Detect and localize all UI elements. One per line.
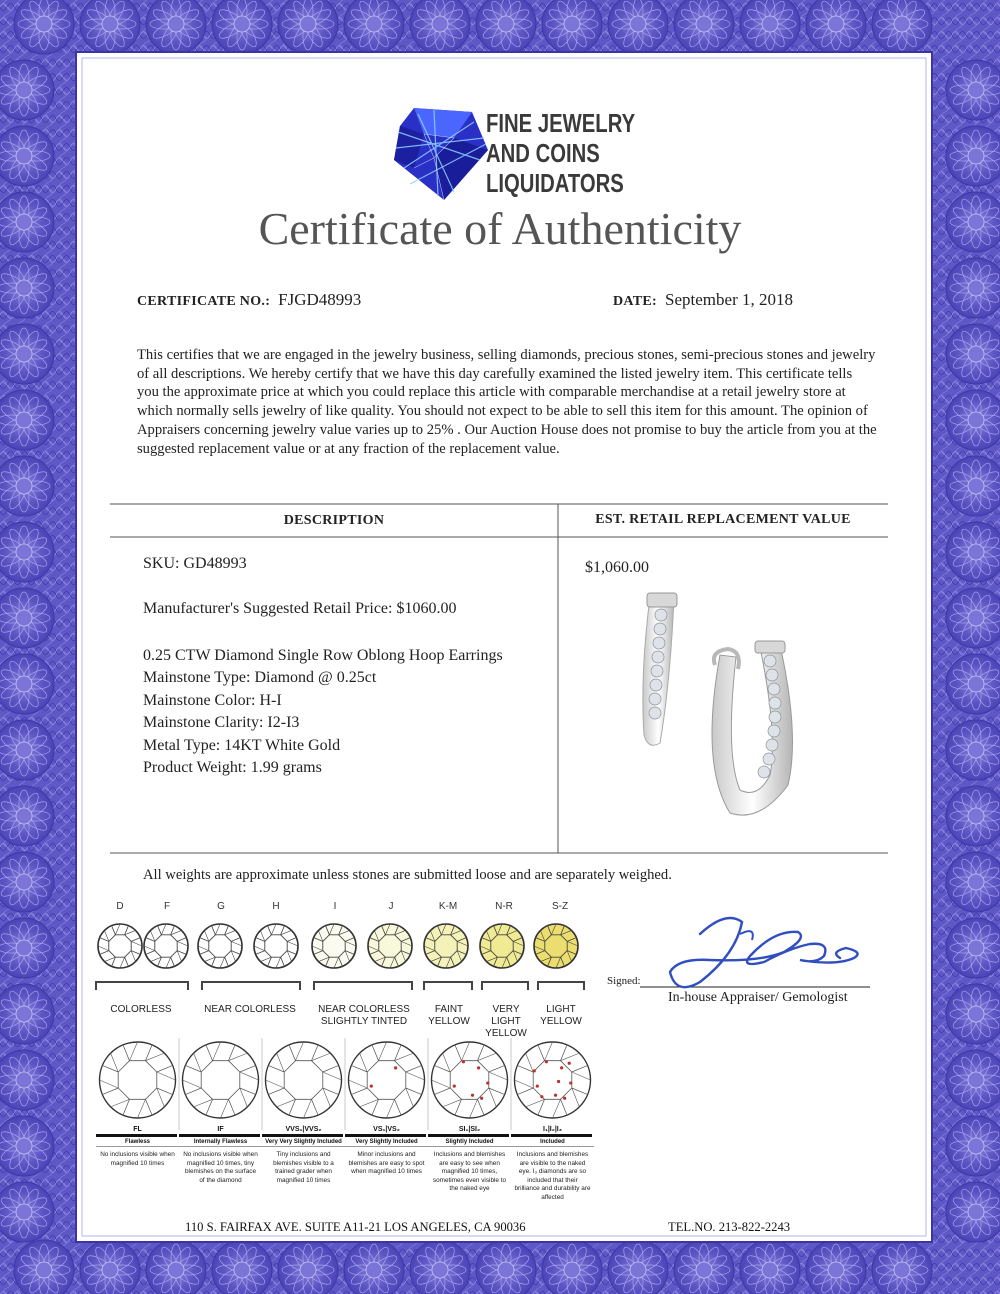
logo-line: FINE JEWELRY <box>486 108 636 138</box>
clarity-stones <box>96 1034 592 1134</box>
inclusion-mark <box>554 1094 557 1097</box>
color-stone <box>198 924 242 968</box>
detail-line: Mainstone Clarity: I2-I3 <box>143 714 300 732</box>
certificate-number: FJGD48993 <box>278 290 362 309</box>
clarity-grade: IF <box>217 1126 224 1133</box>
certificate-title: Certificate of Authenticity <box>258 203 742 254</box>
color-grade-label: G <box>217 901 225 912</box>
clarity-stone <box>183 1042 259 1118</box>
caption-line: VERY LIGHT <box>491 1004 521 1027</box>
color-caption <box>423 1004 475 1028</box>
clarity-name: Flawless <box>96 1139 179 1147</box>
clarity-description: No inclusions visible when magnified 10 times <box>100 1151 175 1167</box>
certification-statement: This certifies that we are engaged in the jewelry business, selling diamonds, precious stones, semi-precious stones and jewelry of all descriptions. We hereby certify that we have this day carefully examined the listed jewelry item. This certificate tells you the approximate price at which you could replace this article with comparable merchandise at a retail jewelry store at which normally sells jewelry of like quality. You should not expect to be able to sell this item for this amount. The opinion of Appraisers concerning jewelry value varies up to 25% . Our Auction House does not promise to buy the article from you at the suggested replacement value or at any fraction of the replacement value. <box>137 347 877 457</box>
weights-note: All weights are approximate unless stones are submitted loose and are separately weighed. <box>143 867 672 883</box>
color-caption <box>200 1004 300 1016</box>
clarity-name: Included <box>511 1139 594 1147</box>
color-stone <box>254 924 298 968</box>
clarity-description: Tiny inclusions and blemishes visible to a trained grader when magnified 10 times <box>273 1151 334 1184</box>
appraiser-title: In-house Appraiser/ Gemologist <box>668 990 848 1005</box>
inclusion-mark <box>480 1097 483 1100</box>
inclusion-mark <box>453 1084 456 1087</box>
value-header: EST. RETAIL REPLACEMENT VALUE <box>595 512 851 527</box>
color-stone <box>144 924 188 968</box>
inclusion-mark <box>477 1066 480 1069</box>
clarity-grade: FL <box>133 1126 142 1133</box>
inclusion-mark <box>540 1095 543 1098</box>
caption-line: YELLOW <box>540 1016 582 1027</box>
color-stone <box>424 924 468 968</box>
clarity-bar <box>428 1134 509 1137</box>
logo-line: LIQUIDATORS <box>486 168 624 198</box>
clarity-stone <box>515 1042 591 1118</box>
color-grade-label: H <box>272 901 280 912</box>
clarity-description: Inclusions and blemishes are visible to the naked eye. I₃ diamonds are so included that their brilliance and durability are affected <box>514 1151 591 1201</box>
color-stone <box>480 924 524 968</box>
caption-line: SLIGHTLY TINTED <box>320 1016 408 1027</box>
clarity-name: Very Very Slightly Included <box>262 1139 345 1147</box>
clarity-name: Slightly Included <box>428 1139 511 1147</box>
inclusion-mark <box>471 1094 474 1097</box>
color-caption <box>100 1004 182 1016</box>
signed-label: Signed: <box>607 975 641 987</box>
clarity-stone <box>100 1042 176 1118</box>
clarity-description: No inclusions visible when magnified 10 times, tiny blemishes on the surface of the diamond <box>183 1151 258 1184</box>
color-grade-label: J <box>388 901 394 912</box>
logo-line: AND COINS <box>486 138 600 168</box>
clarity-grade: I₁|I₂|I₃ <box>543 1126 562 1133</box>
color-grade-label: S-Z <box>551 901 569 912</box>
caption-line: YELLOW <box>428 1016 470 1027</box>
color-stone <box>368 924 412 968</box>
inclusion-mark <box>394 1066 397 1069</box>
date-label: DATE: <box>613 294 658 309</box>
clarity-stone <box>349 1042 425 1118</box>
earrings-image <box>610 585 820 820</box>
clarity-grade: VVS₁|VVS₂ <box>285 1126 322 1133</box>
clarity-name: Very Slightly Included <box>345 1139 428 1147</box>
appraiser-signature <box>640 908 870 990</box>
clarity-bar <box>96 1134 177 1137</box>
color-caption <box>309 1004 419 1028</box>
color-grade-label: F <box>163 901 171 912</box>
inclusion-mark <box>568 1062 571 1065</box>
clarity-description: Inclusions and blemishes are easy to see when magnified 10 times, sometimes even visible to the naked eye <box>432 1151 507 1193</box>
inclusion-mark <box>563 1097 566 1100</box>
caption-line: YELLOW <box>485 1028 527 1039</box>
certificate-date: September 1, 2018 <box>665 290 793 309</box>
caption-line: FAINT <box>434 1004 464 1015</box>
certificate-number-label: CERTIFICATE NO.: <box>137 294 271 309</box>
color-stone <box>98 924 142 968</box>
clarity-bar <box>262 1134 343 1137</box>
sku: SKU: GD48993 <box>143 555 247 572</box>
color-grade-label: N-R <box>495 901 513 912</box>
clarity-grade: VS₁|VS₂ <box>373 1126 400 1133</box>
clarity-description: Minor inclusions and blemishes are easy to spot when magnified 10 times <box>348 1151 425 1176</box>
item-details <box>143 645 503 779</box>
footer-phone: TEL.NO. 213-822-2243 <box>668 1220 791 1234</box>
inclusion-mark <box>536 1084 539 1087</box>
clarity-name: Internally Flawless <box>179 1139 262 1147</box>
color-grade-stones <box>90 916 590 998</box>
clarity-stone <box>266 1042 342 1118</box>
inclusion-mark <box>560 1066 563 1069</box>
clarity-stone <box>432 1042 508 1118</box>
inclusion-mark <box>557 1080 560 1083</box>
color-grade-label: I <box>333 901 337 912</box>
caption-line: NEAR COLORLESS <box>318 1004 410 1015</box>
clarity-bar <box>511 1134 592 1137</box>
msrp: Manufacturer's Suggested Retail Price: $1060.00 <box>143 600 457 617</box>
clarity-bar <box>179 1134 260 1137</box>
detail-line: Mainstone Type: Diamond @ 0.25ct <box>143 669 377 687</box>
color-grade-label: K-M <box>438 901 458 912</box>
color-grade-label: D <box>116 901 124 912</box>
detail-line: Mainstone Color: H-I <box>143 691 282 709</box>
clarity-bar <box>345 1134 426 1137</box>
caption-line: COLORLESS <box>110 1004 172 1015</box>
inclusion-mark <box>462 1060 465 1063</box>
detail-line: Metal Type: 14KT White Gold <box>143 736 341 754</box>
description-header: DESCRIPTION <box>283 513 385 528</box>
inclusion-mark <box>533 1069 536 1072</box>
inclusion-mark <box>545 1060 548 1063</box>
inclusion-mark <box>370 1084 373 1087</box>
footer-address: 110 S. FAIRFAX AVE. SUITE A11-21 LOS ANGELES, CA 90036 <box>185 1220 526 1234</box>
color-stone <box>534 924 578 968</box>
color-stone <box>312 924 356 968</box>
replacement-value: $1,060.00 <box>585 559 649 576</box>
inclusion-mark <box>486 1081 489 1084</box>
inclusion-mark <box>569 1081 572 1084</box>
color-caption <box>535 1004 587 1028</box>
caption-line: NEAR COLORLESS <box>204 1004 296 1015</box>
detail-line: Product Weight: 1.99 grams <box>143 759 322 777</box>
detail-line: 0.25 CTW Diamond Single Row Oblong Hoop Earrings <box>143 647 503 664</box>
caption-line: LIGHT <box>546 1004 576 1015</box>
clarity-grade: SI₁|SI₂ <box>458 1126 481 1133</box>
